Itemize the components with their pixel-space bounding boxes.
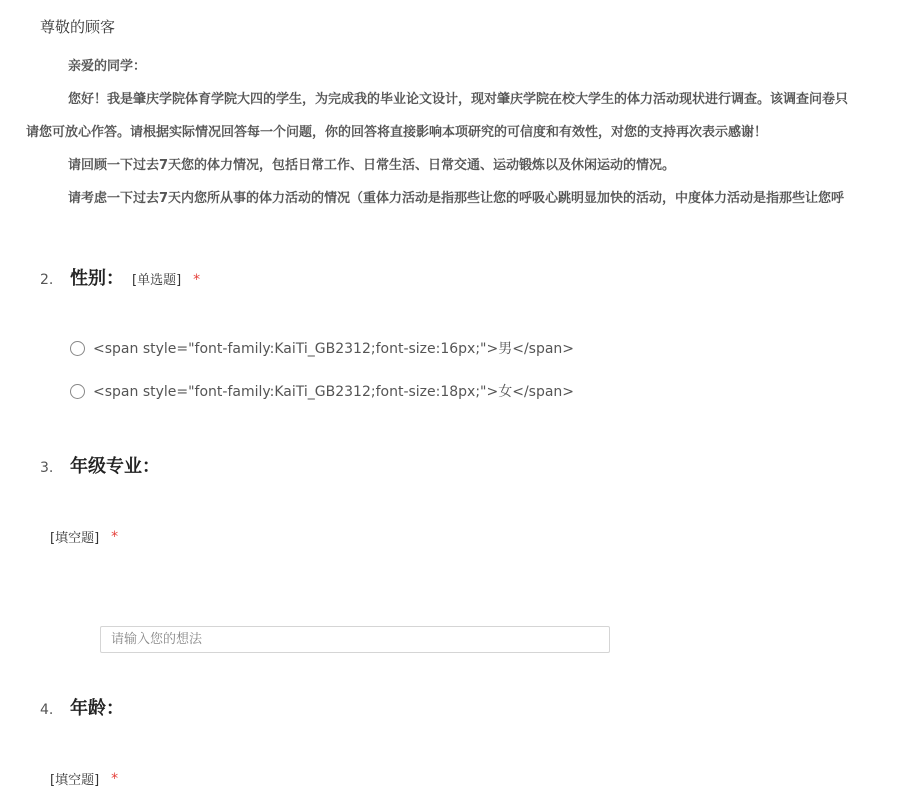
- question-age: [40, 694, 900, 720]
- intro-paragraph-2: 请回顾一下过去7天您的体力情况，包括日常工作、日常生活、日常交通、运动锻炼以及休闲运动的情况。: [68, 158, 676, 173]
- gender-option-male[interactable]: [70, 338, 574, 358]
- required-marker: *: [111, 770, 119, 787]
- question-type-label: [填空题]: [50, 531, 100, 546]
- gender-option-female[interactable]: [70, 381, 574, 401]
- question-type-line: [50, 527, 118, 546]
- option-label: <span style="font-family:KaiTi_GB2312;font-size:18px;">女</span>: [93, 384, 575, 400]
- question-type-label: [单选题]: [132, 273, 182, 288]
- question-number: 2.: [40, 272, 54, 288]
- survey-intro: [26, 56, 900, 221]
- question-gender: [40, 264, 900, 400]
- intro-paragraph-1-cont: 请您可放心作答。请根据实际情况回答每一个问题，你的回答将直接影响本项研究的可信度和有效性，对您的支持再次表示感谢！: [26, 125, 768, 140]
- question-header: [40, 264, 900, 290]
- question-type-label: [填空题]: [50, 773, 100, 788]
- radio-button[interactable]: [70, 384, 85, 399]
- radio-button[interactable]: [70, 341, 85, 356]
- grade-major-input[interactable]: [100, 626, 610, 653]
- question-number: 3.: [40, 460, 54, 476]
- required-marker: *: [193, 272, 201, 288]
- intro-paragraph-1: 您好！我是肇庆学院体育学院大四的学生，为完成我的毕业论文设计，现对肇庆学院在校大学生的体力活动现状进行调查。该调查问卷只: [68, 92, 849, 107]
- question-type-line: [50, 769, 118, 788]
- question-grade-major: [40, 452, 900, 478]
- question-title: 性别：: [70, 268, 124, 289]
- question-title: 年级专业：: [70, 456, 160, 477]
- question-title: 年龄：: [70, 698, 124, 719]
- required-marker: *: [111, 528, 119, 545]
- question-header: [40, 452, 900, 478]
- question-header: [40, 694, 900, 720]
- intro-paragraph-3: 请考虑一下过去7天内您所从事的体力活动的情况（重体力活动是指那些让您的呼吸心跳明显加快的活动，中度体力活动是指那些让您呼: [68, 191, 845, 206]
- survey-greeting: 尊敬的顾客: [40, 18, 116, 36]
- intro-salutation: 亲爱的同学：: [68, 59, 147, 74]
- question-number: 4.: [40, 702, 54, 718]
- option-label: <span style="font-family:KaiTi_GB2312;font-size:16px;">男</span>: [93, 341, 575, 357]
